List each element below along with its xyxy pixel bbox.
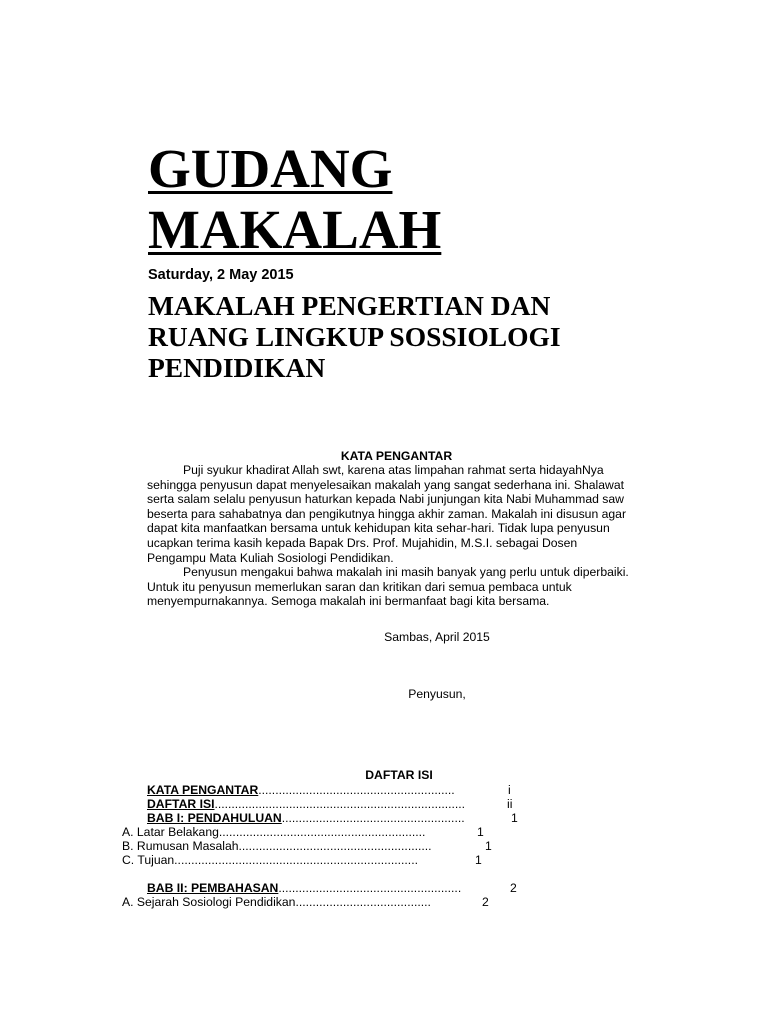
toc-page: 1 xyxy=(475,853,482,867)
toc-label: A. Sejarah Sosiologi Pendidikan xyxy=(122,895,296,909)
toc-row xyxy=(122,895,431,910)
body-line: beserta para sahabatnya dan pengikutnya hingga akhir zaman. Makalah ini disusun agar xyxy=(147,506,627,521)
toc-label: BAB II: PEMBAHASAN xyxy=(147,881,279,895)
toc-dots: ............................................................. xyxy=(218,825,426,839)
toc-dots: ...................................................... xyxy=(278,881,462,895)
toc-label: KATA PENGANTAR xyxy=(147,783,259,797)
toc-row xyxy=(122,825,425,840)
site-title-line-1: GUDANG xyxy=(148,138,393,199)
toc-page: 1 xyxy=(477,825,484,839)
toc-row xyxy=(147,811,465,826)
toc-row xyxy=(122,853,418,868)
body-line: dapat kita manfaatkan bersama untuk kehidupan kita sehar-hari. Tidak lupa penyusun xyxy=(147,521,610,536)
post-title-line-2: RUANG LINGKUP SOSSIOLOGI xyxy=(148,321,561,352)
toc-label: BAB I: PENDAHULUAN xyxy=(147,811,282,825)
body-line: menyempurnakannya. Semoga makalah ini bermanfaat bagi kita bersama. xyxy=(147,594,550,609)
body-line: Pengampu Mata Kuliah Sosiologi Pendidikan. xyxy=(147,550,394,565)
post-title-line-1: MAKALAH PENGERTIAN DAN xyxy=(148,290,551,321)
kata-pengantar-heading: KATA PENGANTAR xyxy=(340,449,453,463)
toc-dots: .......................................................................... xyxy=(214,797,466,811)
post-title[interactable] xyxy=(148,290,561,383)
signature: Penyusun, xyxy=(408,687,466,701)
body-line: ucapkan terima kasih kepada Bapak Drs. Prof. Mujahidin, M.S.I. sebagai Dosen xyxy=(147,535,578,550)
toc-dots: ........................................................................ xyxy=(174,853,418,867)
toc-label: C. Tujuan xyxy=(122,853,175,867)
toc-page: 2 xyxy=(510,881,517,895)
body-line: sehingga penyusun dapat menyelesaikan makalah yang sangat sederhana ini. Shalawat xyxy=(147,477,624,492)
daftar-isi-heading: DAFTAR ISI xyxy=(365,768,433,782)
toc-row xyxy=(147,797,465,812)
toc-page: 2 xyxy=(482,895,489,909)
toc-dots: ........................................ xyxy=(295,895,431,909)
site-title-line-2: MAKALAH xyxy=(148,199,442,260)
toc-row xyxy=(147,881,461,896)
toc-row xyxy=(122,839,432,854)
toc-dots: ...................................................... xyxy=(281,811,465,825)
toc-label: B. Rumusan Masalah xyxy=(122,839,239,853)
toc-label: DAFTAR ISI xyxy=(147,797,215,811)
toc-row xyxy=(147,783,455,798)
kata-pengantar-body xyxy=(147,463,667,609)
toc-page: 1 xyxy=(485,839,492,853)
toc-dots: .......................................................... xyxy=(258,783,455,797)
body-line: Penyusun mengakui bahwa makalah ini masih banyak yang perlu untuk diperbaiki. xyxy=(183,565,629,580)
toc-page: i xyxy=(508,783,511,797)
place-date: Sambas, April 2015 xyxy=(384,630,490,644)
body-line: Untuk itu penyusun memerlukan saran dan kritikan dari semua pembaca untuk xyxy=(147,579,572,594)
toc-label: A. Latar Belakang xyxy=(122,825,219,839)
toc-page: 1 xyxy=(511,811,518,825)
site-title[interactable] xyxy=(148,138,708,260)
body-line: Puji syukur khadirat Allah swt, karena atas limpahan rahmat serta hidayahNya xyxy=(183,463,604,477)
toc-page: ii xyxy=(507,797,513,811)
body-line: serta salam selalu penyusun haturkan kepada Nabi junjungan kita Nabi Muhammad saw xyxy=(147,492,624,507)
post-title-line-3: PENDIDIKAN xyxy=(148,352,326,383)
toc-dots: ......................................................... xyxy=(238,839,432,853)
post-date: Saturday, 2 May 2015 xyxy=(148,267,294,283)
